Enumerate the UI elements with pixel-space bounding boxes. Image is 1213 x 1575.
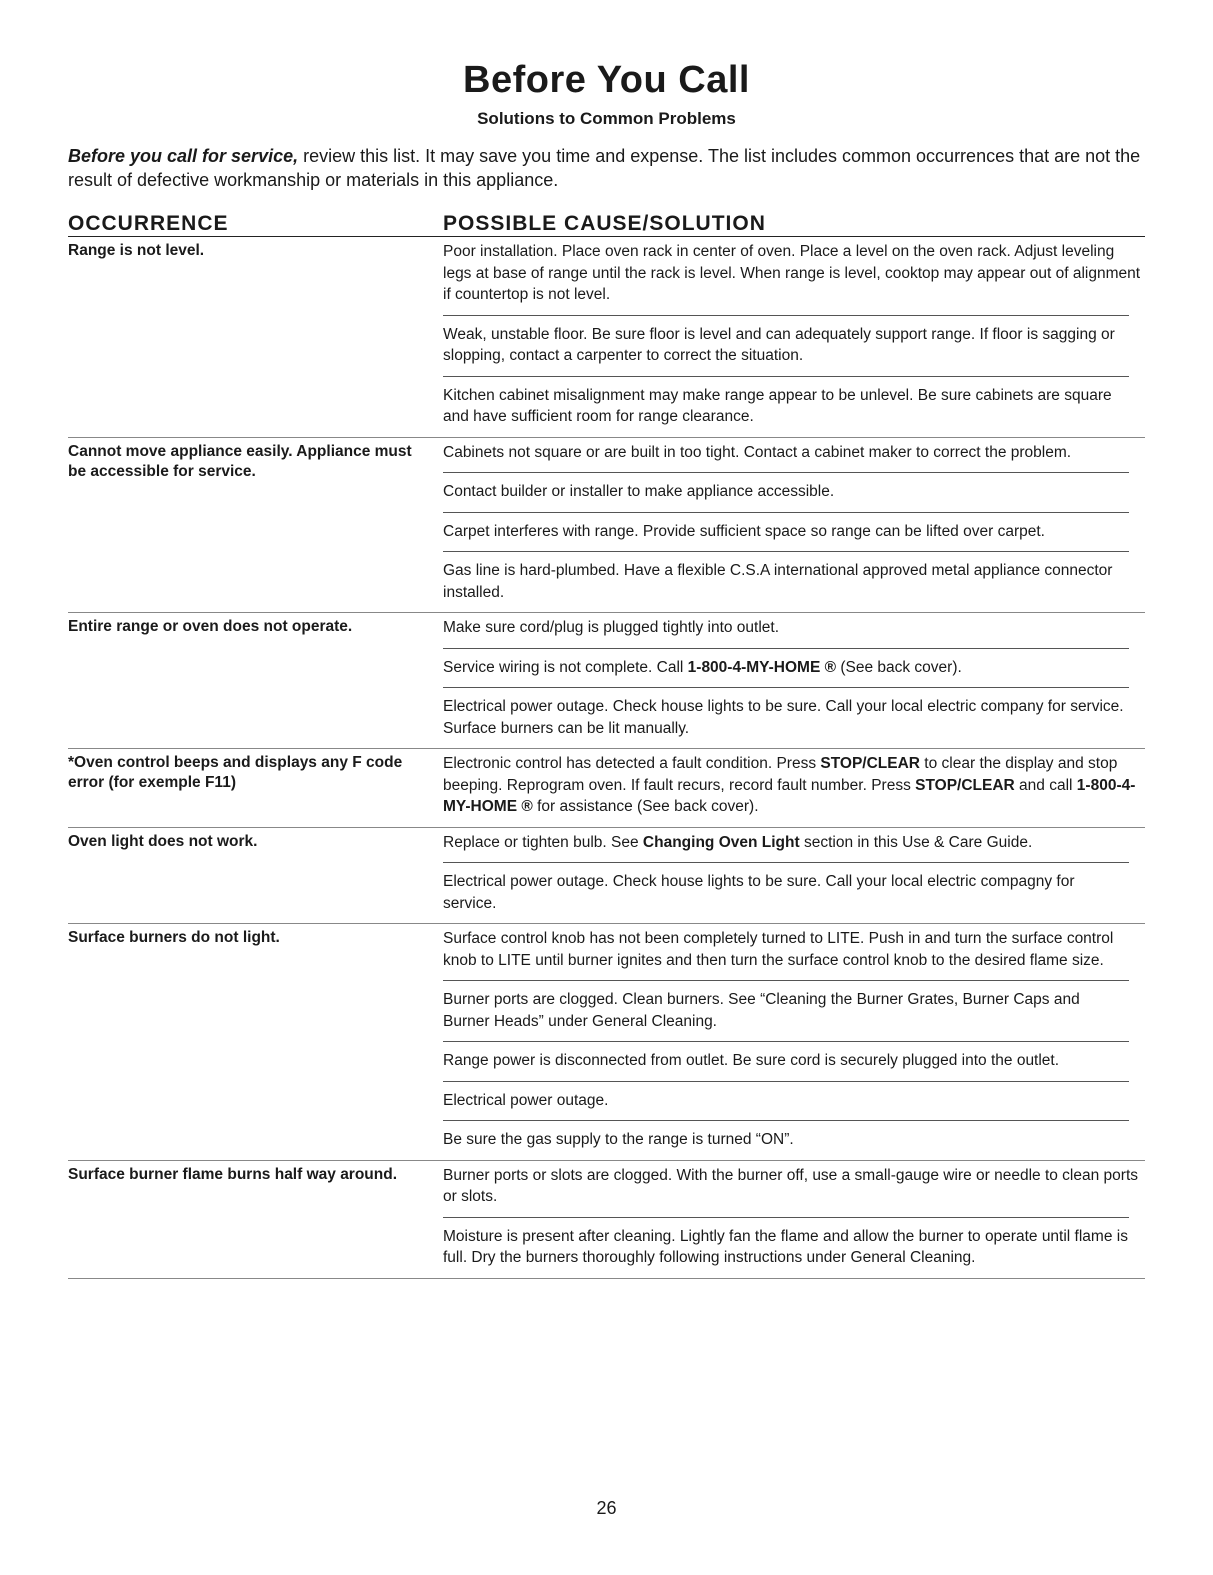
solution-text: Range power is disconnected from outlet. Be sure cord is securely plugged into the outlet.	[443, 1052, 1060, 1069]
solution-text: Replace or tighten bulb. See	[443, 833, 643, 851]
occurrence-cell: *Oven control beeps and displays any F code error (for exemple F11)	[68, 754, 403, 791]
solution-text: Electrical power outage.	[443, 1091, 609, 1109]
solution-emphasis: STOP/CLEAR	[820, 755, 920, 772]
solution-text: Be sure the gas supply to the range is turned “ON”.	[443, 1131, 794, 1148]
page-title: Before You Call	[463, 59, 750, 101]
solution-item	[443, 551, 1129, 612]
occurrence-cell: Oven light does not work.	[68, 832, 258, 850]
intro-lead: Before you call for service,	[68, 146, 299, 166]
solution-text: Gas line is hard-plumbed. Have a flexible C.S.A international approved metal appliance connector installed.	[443, 562, 1113, 601]
solution-text: to clear the display and stop beeping. Reprogram oven. If fault recurs, record fault number. Press	[443, 755, 1118, 794]
solution-text: Contact builder or installer to make appliance accessible.	[443, 483, 835, 500]
page	[68, 58, 1145, 1279]
page-number: 26	[596, 1498, 617, 1518]
solution-item	[443, 1081, 1129, 1121]
table-row	[68, 828, 1145, 925]
occurrence-cell: Surface burners do not light.	[68, 929, 280, 946]
table-row	[68, 749, 1145, 828]
solution-emphasis: 1-800-4-MY-HOME ®	[687, 658, 837, 676]
solution-item	[443, 472, 1129, 512]
solution-emphasis: 1-800-4-MY-HOME ®	[443, 776, 1136, 815]
table-header	[68, 212, 1145, 237]
solution-text: Weak, unstable floor. Be sure floor is level and can adequately support range. If floor is sagging or slopping, contact a carpenter to correct the situation.	[443, 325, 1115, 364]
solution-cell	[443, 832, 1145, 924]
solution-emphasis: STOP/CLEAR	[915, 776, 1015, 794]
solution-item	[443, 1041, 1129, 1081]
solution-item	[443, 315, 1129, 376]
solution-item	[443, 928, 1145, 980]
solution-item	[443, 617, 1145, 648]
solution-item	[443, 687, 1129, 748]
solution-item	[443, 980, 1129, 1041]
occurrence-cell: Surface burner flame burns half way around.	[68, 1165, 398, 1183]
solution-text: Poor installation. Place oven rack in center of oven. Place a level on the oven rack. Adjust leveling legs at base of range until the rack is level. When range is level, cooktop may appear out of alignment if countertop is not level.	[443, 243, 1141, 303]
solution-text: Electrical power outage. Check house lights to be sure. Call your local electric company for service. Surface burners can be lit manually.	[443, 698, 1124, 737]
solution-cell	[443, 753, 1145, 827]
table-row	[68, 924, 1145, 1161]
solution-text: section in this Use & Care Guide.	[799, 833, 1033, 851]
solution-cell	[443, 928, 1145, 1160]
table-row	[68, 237, 1145, 438]
solution-text: Burner ports or slots are clogged. With the burner off, use a small-gauge wire or needle to clean ports or slots.	[443, 1166, 1138, 1205]
solution-item	[443, 832, 1145, 863]
solution-column-header: POSSIBLE CAUSE/SOLUTION	[443, 212, 766, 235]
solution-text: Burner ports are clogged. Clean burners. See “Cleaning the Burner Grates, Burner Caps and Burner Heads” under General Cleaning.	[443, 991, 1080, 1030]
solution-text: Cabinets not square or are built in too tight. Contact a cabinet maker to correct the problem.	[443, 443, 1072, 461]
solution-text: and call	[1014, 776, 1077, 794]
solution-text: Moisture is present after cleaning. Lightly fan the flame and allow the burner to operate until flame is full. Dry the burners thoroughly following instructions under General Cleaning.	[443, 1227, 1128, 1266]
solution-item	[443, 1120, 1129, 1160]
solution-cell	[443, 241, 1145, 437]
table-row	[68, 1161, 1145, 1279]
solution-item	[443, 442, 1145, 473]
solution-item	[443, 862, 1129, 923]
solution-emphasis: Changing Oven Light	[642, 833, 800, 851]
occurrence-cell: Cannot move appliance easily. Appliance must be accessible for service.	[68, 442, 412, 480]
intro-text: review this list. It may save you time and expense. The list includes common occurrences that are not the result of defective workmanship or materials in this appliance.	[68, 146, 1141, 190]
solution-text: for assistance (See back cover).	[532, 798, 759, 815]
solution-cell	[443, 1165, 1145, 1278]
solution-text: Carpet interferes with range. Provide sufficient space so range can be lifted over carpet.	[443, 522, 1045, 540]
solution-text: Kitchen cabinet misalignment may make range appear to be unlevel. Be sure cabinets are square and have sufficient room for range clearance.	[443, 386, 1112, 425]
solution-text: Surface control knob has not been completely turned to LITE. Push in and turn the surface control knob to LITE until burner ignites and then turn the surface control knob to the desired flame size.	[443, 930, 1114, 969]
table-row	[68, 613, 1145, 749]
solution-item	[443, 376, 1129, 437]
table-row	[68, 438, 1145, 614]
page-subtitle: Solutions to Common Problems	[477, 109, 736, 128]
solution-text: Service wiring is not complete. Call	[443, 658, 688, 676]
solution-cell	[443, 617, 1145, 748]
solution-item	[443, 753, 1145, 827]
solution-text: Make sure cord/plug is plugged tightly into outlet.	[443, 619, 780, 636]
occurrence-cell: Entire range or oven does not operate.	[68, 618, 353, 635]
occurrence-cell: Range is not level.	[68, 242, 205, 259]
troubleshooting-table	[68, 237, 1145, 1279]
solution-text: Electronic control has detected a fault condition. Press	[443, 755, 821, 772]
solution-text: (See back cover).	[836, 658, 962, 676]
solution-item	[443, 648, 1129, 688]
intro-paragraph	[68, 144, 1145, 192]
solution-cell	[443, 442, 1145, 613]
solution-text: Electrical power outage. Check house lights to be sure. Call your local electric compagny for service.	[443, 873, 1075, 912]
solution-item	[443, 1165, 1145, 1217]
solution-item	[443, 1217, 1129, 1278]
occurrence-column-header: OCCURRENCE	[68, 212, 229, 235]
solution-item	[443, 512, 1129, 552]
solution-item	[443, 241, 1145, 315]
